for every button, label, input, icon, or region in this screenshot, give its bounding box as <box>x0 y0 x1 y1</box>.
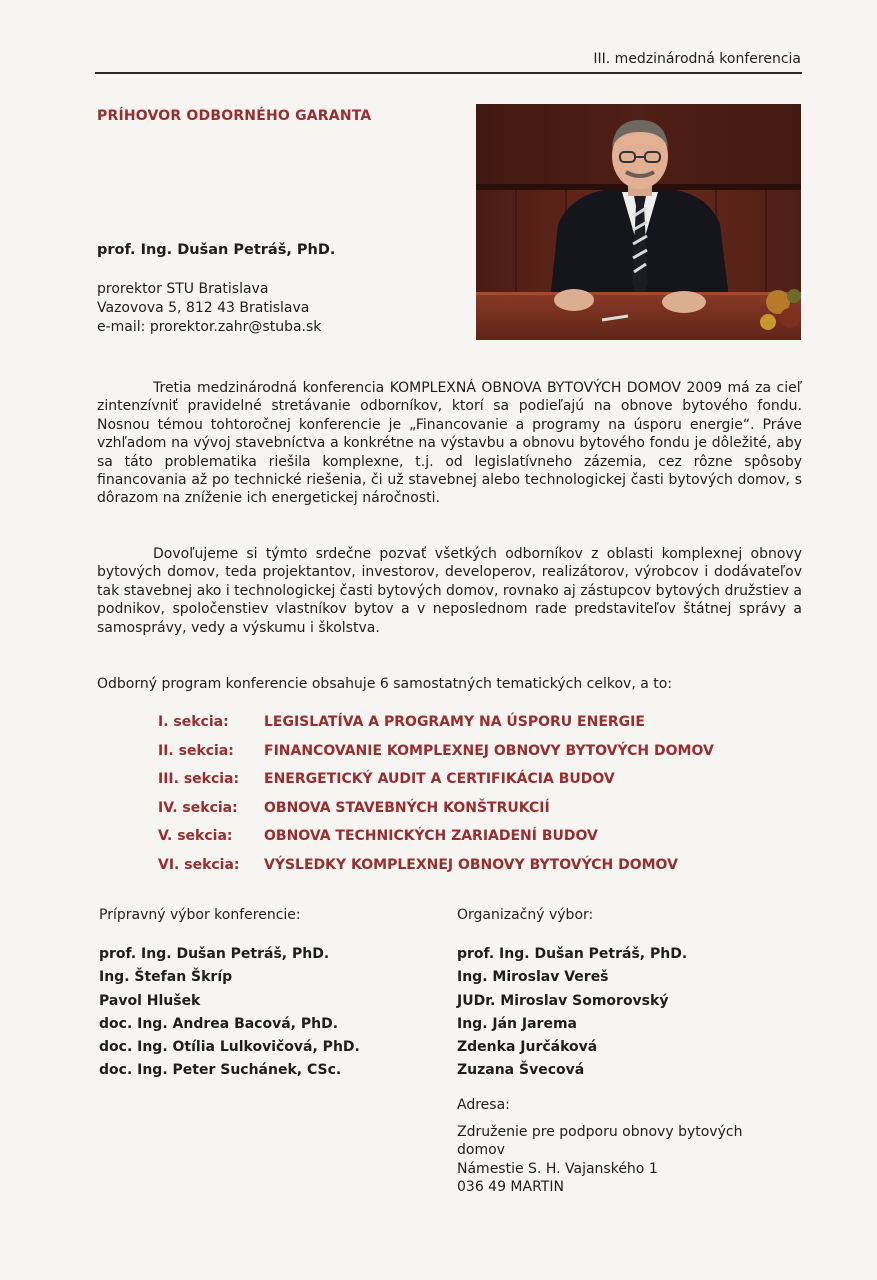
guarantor-photo <box>476 104 801 340</box>
contact-position: prorektor STU Bratislava <box>97 281 269 297</box>
committee-member: prof. Ing. Dušan Petráš, PhD. <box>457 946 688 962</box>
preparatory-committee-label: Prípravný výbor konferencie: <box>99 907 301 923</box>
organizing-committee-members <box>457 943 687 1083</box>
organizing-committee-label: Organizačný výbor: <box>457 907 594 923</box>
section-number: III. sekcia: <box>158 771 240 788</box>
guarantor-name: prof. Ing. Dušan Petráš, PhD. <box>97 242 336 258</box>
contact-address: Vazovova 5, 812 43 Bratislava <box>97 300 310 316</box>
section-title: OBNOVA STAVEBNÝCH KONŠTRUKCIÍ <box>264 799 550 816</box>
address-organization: Združenie pre podporu obnovy bytových domov <box>457 1123 743 1159</box>
committee-member: Ing. Štefan Škríp <box>99 969 233 986</box>
section-number: II. sekcia: <box>158 742 234 759</box>
contact-block <box>97 280 321 337</box>
section-title: LEGISLATÍVA A PROGRAMY NA ÚSPORU ENERGIE <box>264 714 645 731</box>
committee-member: Zdenka Jurčáková <box>457 1039 598 1056</box>
invitation-paragraph: Dovoľujeme si týmto srdečne pozvať všetkých odborníkov z oblasti komplexnej obnovy bytových domov, teda projektantov, investorov, developerov, realizátorov, výrobcov i dodávateľov tak stavebnej ako i technologickej časti bytových domov, rovnako aj zástupcov bytových družstiev a podnikov, spoločenstiev vlastníkov bytov a v neposlednom rade predstaviteľov štátnej správy a samosprávy, vedy a výskumu i školstva. <box>97 546 802 636</box>
address-city: 036 49 MARTIN <box>457 1179 564 1196</box>
committee-member: Ing. Miroslav Vereš <box>457 969 609 986</box>
intro-paragraph: Tretia medzinárodná konferencia KOMPLEXNÁ OBNOVA BYTOVÝCH DOMOV 2009 má za cieľ zintenzívniť pravidelné stretávanie odborníkov, ktorí sa podieľajú na obnove bytového fondu. Nosnou témou tohtoročnej konferencie je „Financovanie a programy na úsporu energie“. Práve vzhľadom na vývoj stavebníctva a konkrétne na výstavbu a obnovu bytového fondu je dôležité, aby sa táto problematika riešila komplexne, t.j. od legislatívneho zázemia, cez rôzne spôsoby financovania až po technické riešenia, či už stavebnej alebo technologickej časti bytových domov, s dôrazom na zníženie ich energetickej náročnosti. <box>97 380 802 507</box>
section-item <box>158 851 818 880</box>
section-title: VÝSLEDKY KOMPLEXNEJ OBNOVY BYTOVÝCH DOMOV <box>264 856 678 873</box>
section-number: V. sekcia: <box>158 828 233 845</box>
preparatory-committee-members <box>99 943 360 1083</box>
section-title: FINANCOVANIE KOMPLEXNEJ OBNOVY BYTOVÝCH DOMOV <box>264 742 714 759</box>
committee-member: JUDr. Miroslav Somorovský <box>457 992 669 1009</box>
page-header-title: III. medzinárodná konferencia <box>593 51 801 67</box>
section-item <box>158 765 818 794</box>
contact-email: e-mail: prorektor.zahr@stuba.sk <box>97 319 322 335</box>
address-label: Adresa: <box>457 1097 510 1113</box>
committee-member: doc. Ing. Otília Lulkovičová, PhD. <box>99 1039 360 1056</box>
sections-list <box>158 708 818 879</box>
section-heading: PRÍHOVOR ODBORNÉHO GARANTA <box>97 108 372 124</box>
section-item <box>158 708 818 737</box>
section-item <box>158 737 818 766</box>
section-item <box>158 794 818 823</box>
committee-member: doc. Ing. Andrea Bacová, PhD. <box>99 1015 339 1032</box>
section-title: OBNOVA TECHNICKÝCH ZARIADENÍ BUDOV <box>264 828 598 845</box>
address-block <box>457 1096 787 1197</box>
section-title: ENERGETICKÝ AUDIT A CERTIFIKÁCIA BUDOV <box>264 771 615 788</box>
section-number: VI. sekcia: <box>158 856 240 873</box>
committee-member: Ing. Ján Jarema <box>457 1015 577 1032</box>
header-divider <box>95 72 802 74</box>
address-street: Námestie S. H. Vajanského 1 <box>457 1160 658 1177</box>
committee-member: doc. Ing. Peter Suchánek, CSc. <box>99 1062 342 1079</box>
section-number: I. sekcia: <box>158 714 229 731</box>
section-item <box>158 822 818 851</box>
program-intro: Odborný program konferencie obsahuje 6 samostatných tematických celkov, a to: <box>97 676 673 692</box>
committee-member: prof. Ing. Dušan Petráš, PhD. <box>99 946 330 962</box>
committee-member: Pavol Hlušek <box>99 992 201 1009</box>
section-number: IV. sekcia: <box>158 799 238 816</box>
committee-member: Zuzana Švecová <box>457 1062 585 1079</box>
